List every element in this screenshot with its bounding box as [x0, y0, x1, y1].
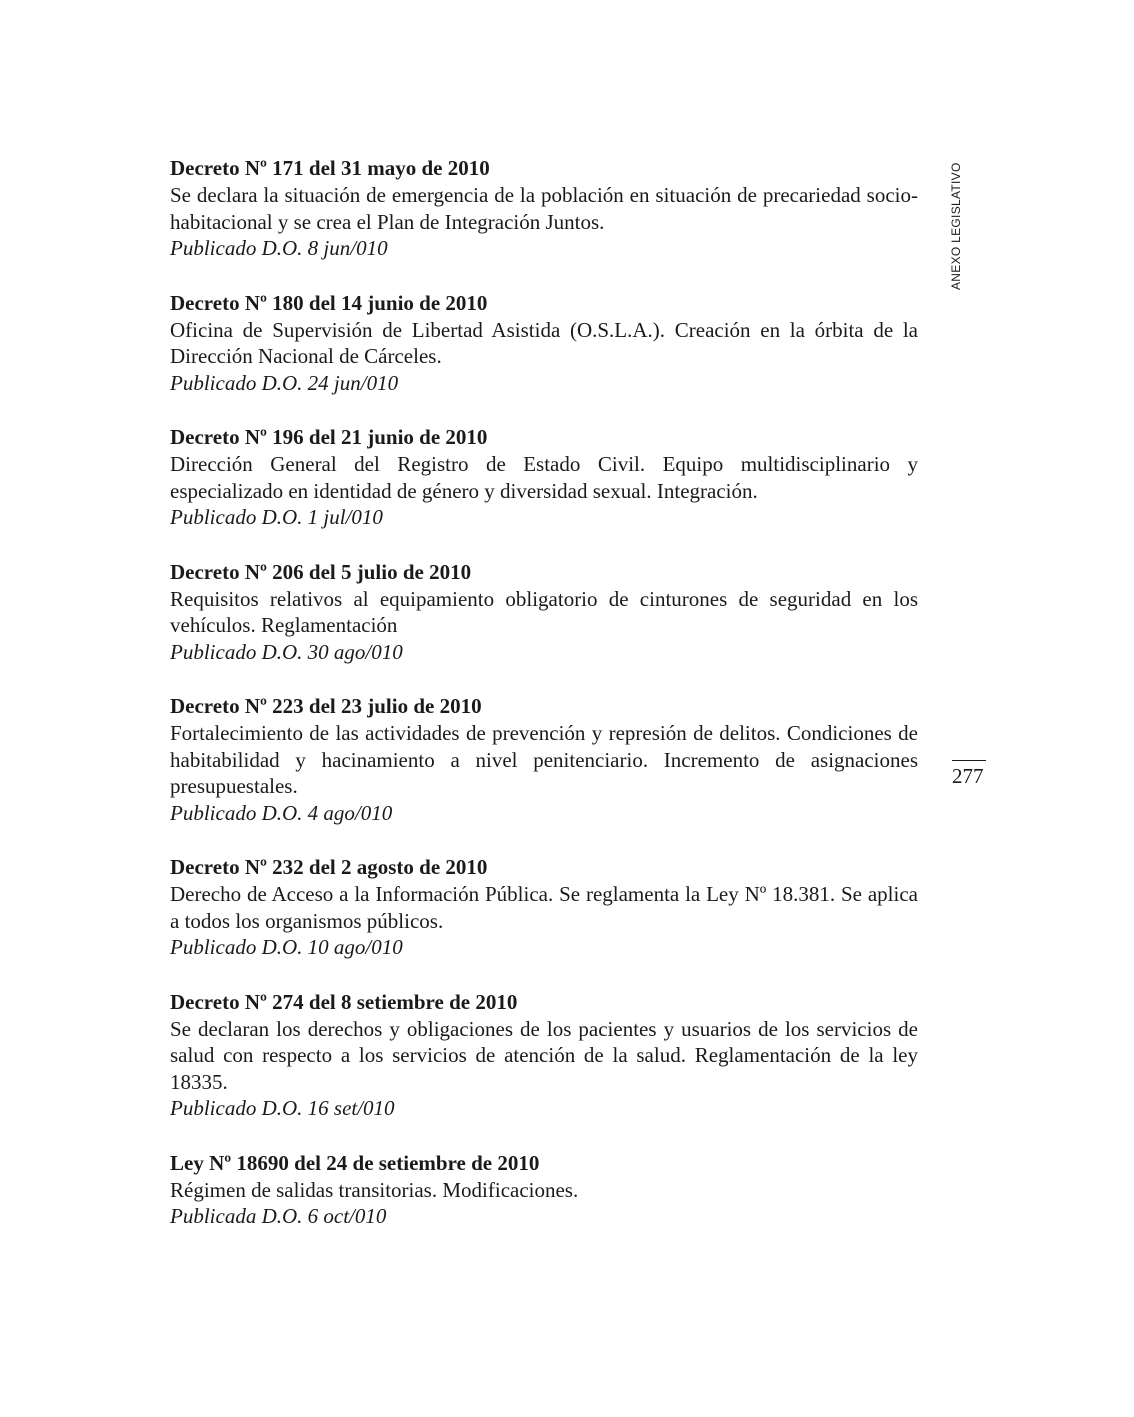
decree-entry-196 [170, 423, 918, 531]
decree-entry-206 [170, 558, 918, 666]
entry-title: Decreto Nº 180 del 14 junio de 2010 [170, 290, 488, 315]
decree-entry-180 [170, 289, 918, 397]
entry-publication: Publicada D.O. 6 oct/010 [170, 1204, 387, 1228]
document-body [170, 154, 918, 1257]
entry-description: Se declaran los derechos y obligaciones de los pacientes y usuarios de los servicios de salud con respecto a los servicios de atención de la salud. Reglamentación de la ley 18335. [170, 1016, 918, 1094]
entry-title: Decreto Nº 223 del 23 julio de 2010 [170, 694, 482, 718]
page-number: 277 [952, 764, 984, 788]
entry-publication: Publicado D.O. 16 set/010 [170, 1096, 395, 1120]
entry-publication: Publicado D.O. 1 jul/010 [170, 505, 383, 529]
entry-publication: Publicado D.O. 10 ago/010 [170, 935, 403, 959]
entry-description: Requisitos relativos al equipamiento obligatorio de cinturones de seguridad en los vehículos. Reglamentación [170, 586, 918, 637]
entry-title: Decreto Nº 196 del 21 junio de 2010 [170, 425, 488, 449]
entry-description: Régimen de salidas transitorias. Modificaciones. [170, 1177, 579, 1202]
decree-entry-274 [170, 988, 918, 1122]
entry-publication: Publicado D.O. 4 ago/010 [170, 800, 393, 825]
entry-description: Oficina de Supervisión de Libertad Asistida (O.S.L.A.). Creación en la órbita de la Dirección Nacional de Cárceles. [170, 317, 918, 368]
entry-publication: Publicado D.O. 30 ago/010 [170, 639, 403, 664]
entry-description: Dirección General del Registro de Estado Civil. Equipo multidisciplinario y especializado en identidad de género y diversidad sexual. Integración. [170, 452, 918, 503]
section-side-label: ANEXO LEGISLATIVO [949, 162, 963, 290]
entry-description: Fortalecimiento de las actividades de prevención y represión de delitos. Condiciones de habitabilidad y hacinamiento a nivel penitenciario. Incremento de asignaciones presupuestales. [170, 721, 918, 798]
law-entry-18690 [170, 1149, 918, 1230]
page-number-rule [952, 760, 986, 761]
entry-title: Decreto Nº 232 del 2 agosto de 2010 [170, 855, 488, 879]
entry-title: Decreto Nº 206 del 5 julio de 2010 [170, 559, 472, 584]
decree-entry-232 [170, 853, 918, 961]
entry-title: Ley Nº 18690 del 24 de setiembre de 2010 [170, 1150, 540, 1175]
entry-publication: Publicado D.O. 8 jun/010 [170, 236, 388, 260]
entry-title: Decreto Nº 171 del 31 mayo de 2010 [170, 156, 490, 180]
entry-description: Derecho de Acceso a la Información Pública. Se reglamenta la Ley Nº 18.381. Se aplica a todos los organismos públicos. [170, 882, 918, 933]
entry-title: Decreto Nº 274 del 8 setiembre de 2010 [170, 989, 518, 1014]
decree-entry-171 [170, 154, 918, 262]
decree-entry-223 [170, 692, 918, 826]
entry-description: Se declara la situación de emergencia de la población en situación de precariedad socio-habitacional y se crea el Plan de Integración Juntos. [170, 183, 918, 234]
entry-publication: Publicado D.O. 24 jun/010 [170, 370, 399, 395]
